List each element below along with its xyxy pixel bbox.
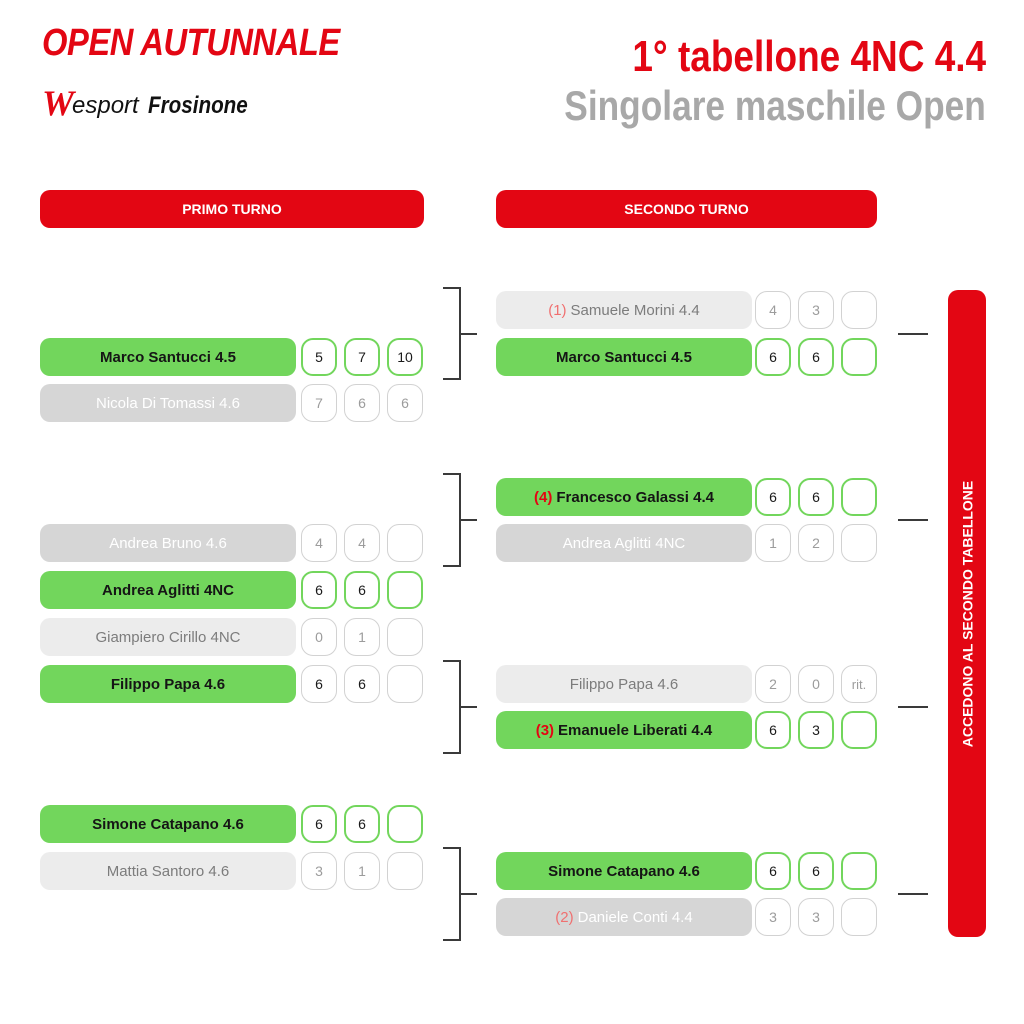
set-score	[841, 478, 877, 516]
player-name: Andrea Aglitti 4NC	[562, 534, 686, 552]
player-name: Andrea Aglitti 4NC	[102, 581, 234, 599]
player-row	[40, 852, 296, 890]
set-score	[387, 524, 423, 562]
set-score: 6	[755, 711, 791, 749]
player-name: Marco Santucci 4.5	[100, 348, 236, 366]
draw-subtitle: Singolare maschile Open	[564, 82, 986, 129]
advance-line	[898, 893, 928, 895]
set-score: 6	[344, 571, 380, 609]
player-row	[496, 478, 752, 516]
set-score: 2	[798, 524, 834, 562]
set-score	[387, 665, 423, 703]
set-score: 3	[755, 898, 791, 936]
set-score: 10	[387, 338, 423, 376]
set-score: 6	[798, 338, 834, 376]
set-score: 6	[387, 384, 423, 422]
player-row	[40, 665, 296, 703]
player-name: Samuele Morini 4.4	[570, 301, 700, 319]
set-score	[387, 618, 423, 656]
set-score: 7	[344, 338, 380, 376]
set-score	[841, 291, 877, 329]
player-name: Marco Santucci 4.5	[556, 348, 692, 366]
bracket-line	[459, 706, 477, 708]
advance-line	[898, 519, 928, 521]
set-score: 6	[344, 665, 380, 703]
set-score: 6	[344, 805, 380, 843]
player-row	[40, 805, 296, 843]
player-name: Mattia Santoro 4.6	[106, 862, 230, 880]
player-name: Francesco Galassi 4.4	[556, 488, 714, 506]
seed-badge: (2)	[555, 908, 574, 926]
set-score: 0	[301, 618, 337, 656]
player-row	[496, 291, 752, 329]
set-score: 4	[344, 524, 380, 562]
player-row	[40, 571, 296, 609]
set-score	[387, 852, 423, 890]
set-score: 5	[301, 338, 337, 376]
player-row	[40, 384, 296, 422]
bracket-line	[443, 565, 461, 567]
set-score	[841, 524, 877, 562]
set-score: 2	[755, 665, 791, 703]
set-score: 6	[301, 805, 337, 843]
player-row	[40, 338, 296, 376]
player-row	[40, 618, 296, 656]
player-name: Giampiero Cirillo 4NC	[95, 628, 241, 646]
advance-banner	[948, 290, 986, 937]
advance-banner-label: ACCEDONO AL SECONDO TABELLONE	[959, 480, 975, 747]
set-score	[387, 805, 423, 843]
set-score: 3	[798, 291, 834, 329]
player-row	[496, 898, 752, 936]
seed-badge: (4)	[534, 488, 553, 506]
logo-city: Frosinone	[148, 92, 248, 119]
set-score: 4	[755, 291, 791, 329]
set-score	[841, 898, 877, 936]
set-score: 1	[344, 852, 380, 890]
player-row	[496, 524, 752, 562]
set-score: 6	[301, 665, 337, 703]
set-score: 6	[755, 478, 791, 516]
advance-line	[898, 706, 928, 708]
set-score	[841, 338, 877, 376]
bracket-line	[459, 893, 477, 895]
set-score: 6	[301, 571, 337, 609]
bracket-line	[443, 378, 461, 380]
player-row	[496, 665, 752, 703]
bracket-line	[459, 333, 477, 335]
player-name: Filippo Papa 4.6	[110, 675, 226, 693]
bracket-line	[443, 752, 461, 754]
logo-text: esport	[72, 92, 139, 119]
bracket-line	[443, 939, 461, 941]
event-title: OPEN AUTUNNALE	[42, 22, 340, 64]
set-score	[387, 571, 423, 609]
player-name: Simone Catapano 4.6	[548, 862, 700, 880]
set-score: 6	[755, 338, 791, 376]
bracket-line	[459, 519, 477, 521]
round-header-first: PRIMO TURNO	[40, 190, 424, 228]
advance-line	[898, 333, 928, 335]
set-score: 3	[301, 852, 337, 890]
set-score: 6	[755, 852, 791, 890]
set-score: 6	[798, 852, 834, 890]
round-header-second: SECONDO TURNO	[496, 190, 877, 228]
set-score	[841, 852, 877, 890]
set-score: 1	[755, 524, 791, 562]
player-row	[40, 524, 296, 562]
seed-badge: (1)	[548, 301, 567, 319]
player-name: Daniele Conti 4.4	[577, 908, 693, 926]
player-name: Simone Catapano 4.6	[92, 815, 244, 833]
set-score: 3	[798, 898, 834, 936]
player-name: Nicola Di Tomassi 4.6	[96, 394, 240, 412]
player-name: Emanuele Liberati 4.4	[558, 721, 713, 739]
player-row	[496, 711, 752, 749]
seed-badge: (3)	[535, 721, 555, 739]
player-name: Filippo Papa 4.6	[569, 675, 679, 693]
player-row	[496, 338, 752, 376]
set-score: 6	[798, 478, 834, 516]
logo-mark: W	[42, 83, 75, 123]
set-score: 3	[798, 711, 834, 749]
set-score: 1	[344, 618, 380, 656]
set-score: 0	[798, 665, 834, 703]
set-score: rit.	[841, 665, 877, 703]
player-name: Andrea Bruno 4.6	[109, 534, 227, 552]
set-score	[841, 711, 877, 749]
draw-title: 1° tabellone 4NC 4.4	[632, 32, 986, 81]
set-score: 6	[344, 384, 380, 422]
player-row	[496, 852, 752, 890]
set-score: 4	[301, 524, 337, 562]
set-score: 7	[301, 384, 337, 422]
